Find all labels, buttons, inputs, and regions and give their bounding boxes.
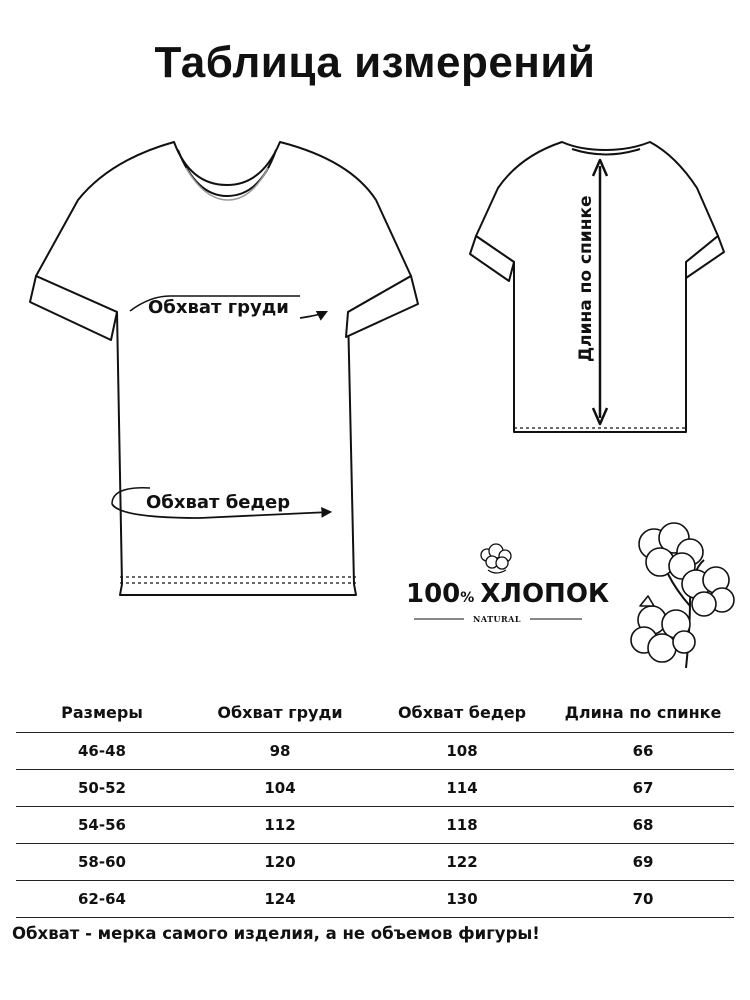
table-header-row	[16, 692, 734, 733]
cotton-natural-label: NATURAL	[473, 614, 521, 624]
cell-size: 62-64	[16, 881, 188, 918]
cotton-percent: 100	[406, 579, 461, 609]
cell-hips: 114	[372, 770, 552, 807]
cotton-flower-icon	[631, 523, 734, 668]
header-hips: Обхват бедер	[372, 692, 552, 733]
footnote: Обхват - мерка самого изделия, а не объемов фигуры!	[12, 924, 540, 943]
cell-back-length: 70	[552, 881, 734, 918]
cotton-word: ХЛОПОК	[480, 579, 610, 609]
tshirt-front-icon	[30, 142, 418, 595]
cell-hips: 108	[372, 733, 552, 770]
cell-hips: 118	[372, 807, 552, 844]
header-sizes: Размеры	[16, 692, 188, 733]
cell-chest: 120	[188, 844, 372, 881]
cell-size: 58-60	[16, 844, 188, 881]
cell-hips: 122	[372, 844, 552, 881]
page-title: Таблица измерений	[154, 38, 596, 87]
cell-size: 46-48	[16, 733, 188, 770]
size-table	[16, 692, 734, 918]
cell-back-length: 69	[552, 844, 734, 881]
cell-size: 50-52	[16, 770, 188, 807]
table-row	[16, 881, 734, 918]
cell-back-length: 67	[552, 770, 734, 807]
table-row	[16, 807, 734, 844]
cotton-percent-sign: %	[460, 590, 475, 606]
back-length-label: Длина по спинке	[576, 195, 596, 362]
chest-label: Обхват груди	[148, 297, 289, 318]
cell-size: 54-56	[16, 807, 188, 844]
table-row	[16, 770, 734, 807]
table-row	[16, 844, 734, 881]
cell-chest: 124	[188, 881, 372, 918]
header-back-length: Длина по спинке	[552, 692, 734, 733]
cell-chest: 112	[188, 807, 372, 844]
cell-chest: 104	[188, 770, 372, 807]
hips-label: Обхват бедер	[146, 492, 291, 513]
tshirt-back-icon	[470, 142, 724, 432]
cell-chest: 98	[188, 733, 372, 770]
cotton-small-icon	[481, 544, 511, 573]
cotton-badge	[406, 579, 609, 609]
cell-back-length: 68	[552, 807, 734, 844]
header-chest: Обхват груди	[188, 692, 372, 733]
cell-hips: 130	[372, 881, 552, 918]
cell-back-length: 66	[552, 733, 734, 770]
table-row	[16, 733, 734, 770]
